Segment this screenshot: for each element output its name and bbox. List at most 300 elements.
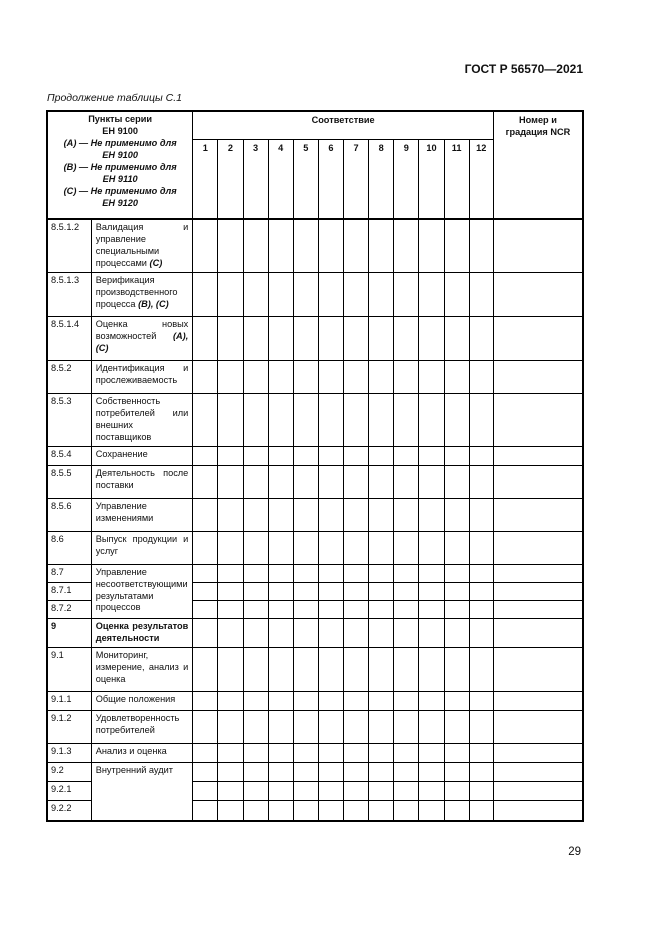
conformity-cell[interactable] bbox=[318, 446, 343, 465]
conformity-cell[interactable] bbox=[419, 272, 444, 316]
conformity-cell[interactable] bbox=[293, 600, 318, 618]
conformity-cell[interactable] bbox=[394, 446, 419, 465]
conformity-cell[interactable] bbox=[243, 316, 268, 360]
conformity-cell[interactable] bbox=[243, 360, 268, 393]
conformity-cell[interactable] bbox=[419, 600, 444, 618]
conformity-cell[interactable] bbox=[469, 647, 493, 691]
conformity-cell[interactable] bbox=[369, 762, 394, 781]
column-number: 5 bbox=[293, 140, 318, 158]
ncr-cell[interactable] bbox=[493, 710, 583, 743]
conformity-cell[interactable] bbox=[293, 647, 318, 691]
ncr-cell[interactable] bbox=[493, 600, 583, 618]
conformity-cell[interactable] bbox=[318, 647, 343, 691]
conformity-cell[interactable] bbox=[243, 498, 268, 531]
conformity-cell[interactable] bbox=[293, 531, 318, 564]
conformity-cell[interactable] bbox=[318, 618, 343, 647]
conformity-cell[interactable] bbox=[243, 647, 268, 691]
conformity-cell[interactable] bbox=[469, 600, 493, 618]
conformity-cell[interactable] bbox=[369, 781, 394, 800]
conformity-cell[interactable] bbox=[318, 316, 343, 360]
conformity-cell[interactable] bbox=[218, 465, 243, 498]
conformity-cell[interactable] bbox=[193, 600, 218, 618]
column-blank-cell bbox=[469, 157, 493, 219]
conformity-cell[interactable] bbox=[293, 800, 318, 821]
conformity-cell[interactable] bbox=[218, 710, 243, 743]
conformity-cell[interactable] bbox=[419, 316, 444, 360]
ncr-cell[interactable] bbox=[493, 691, 583, 710]
conformity-cell[interactable] bbox=[444, 647, 469, 691]
conformity-cell[interactable] bbox=[469, 393, 493, 446]
conformity-cell[interactable] bbox=[193, 647, 218, 691]
conformity-cell[interactable] bbox=[268, 582, 293, 600]
conformity-cell[interactable] bbox=[344, 446, 369, 465]
conformity-cell[interactable] bbox=[444, 618, 469, 647]
conformity-cell[interactable] bbox=[369, 360, 394, 393]
conformity-cell[interactable] bbox=[318, 800, 343, 821]
conformity-cell[interactable] bbox=[243, 691, 268, 710]
conformity-cell[interactable] bbox=[318, 272, 343, 316]
conformity-cell[interactable] bbox=[394, 360, 419, 393]
conformity-cell[interactable] bbox=[344, 219, 369, 272]
conformity-cell[interactable] bbox=[419, 800, 444, 821]
conformity-cell[interactable] bbox=[318, 691, 343, 710]
conformity-cell[interactable] bbox=[344, 564, 369, 582]
column-blank-cell bbox=[394, 157, 419, 219]
conformity-cell[interactable] bbox=[444, 360, 469, 393]
conformity-cell[interactable] bbox=[344, 762, 369, 781]
conformity-cell[interactable] bbox=[193, 272, 218, 316]
conformity-cell[interactable] bbox=[394, 691, 419, 710]
conformity-cell[interactable] bbox=[218, 564, 243, 582]
conformity-cell[interactable] bbox=[243, 762, 268, 781]
table-row bbox=[47, 272, 583, 316]
conformity-cell[interactable] bbox=[318, 781, 343, 800]
conformity-cell[interactable] bbox=[218, 800, 243, 821]
conformity-cell[interactable] bbox=[268, 316, 293, 360]
conformity-cell[interactable] bbox=[444, 781, 469, 800]
ncr-cell[interactable] bbox=[493, 360, 583, 393]
conformity-cell[interactable] bbox=[369, 743, 394, 762]
conformity-cell[interactable] bbox=[469, 446, 493, 465]
conformity-cell[interactable] bbox=[293, 219, 318, 272]
header-correspondence: Соответствие bbox=[193, 111, 494, 140]
conformity-cell[interactable] bbox=[369, 272, 394, 316]
column-number: 3 bbox=[243, 140, 268, 158]
conformity-cell[interactable] bbox=[469, 272, 493, 316]
conformity-cell[interactable] bbox=[193, 618, 218, 647]
conformity-cell[interactable] bbox=[344, 743, 369, 762]
conformity-cell[interactable] bbox=[268, 710, 293, 743]
conformity-cell[interactable] bbox=[369, 465, 394, 498]
conformity-cell[interactable] bbox=[193, 531, 218, 564]
conformity-cell[interactable] bbox=[369, 582, 394, 600]
conformity-cell[interactable] bbox=[394, 600, 419, 618]
conformity-table bbox=[46, 110, 584, 822]
conformity-cell[interactable] bbox=[394, 219, 419, 272]
conformity-cell[interactable] bbox=[344, 781, 369, 800]
conformity-cell[interactable] bbox=[419, 465, 444, 498]
conformity-cell[interactable] bbox=[394, 647, 419, 691]
conformity-cell[interactable] bbox=[268, 498, 293, 531]
conformity-cell[interactable] bbox=[243, 531, 268, 564]
conformity-cell[interactable] bbox=[394, 800, 419, 821]
conformity-cell[interactable] bbox=[344, 393, 369, 446]
conformity-cell[interactable] bbox=[469, 498, 493, 531]
conformity-cell[interactable] bbox=[218, 360, 243, 393]
conformity-cell[interactable] bbox=[268, 360, 293, 393]
conformity-cell[interactable] bbox=[243, 800, 268, 821]
conformity-cell[interactable] bbox=[218, 316, 243, 360]
conformity-cell[interactable] bbox=[243, 272, 268, 316]
conformity-cell[interactable] bbox=[344, 600, 369, 618]
conformity-cell[interactable] bbox=[394, 582, 419, 600]
table-row bbox=[47, 393, 583, 446]
conformity-cell[interactable] bbox=[318, 531, 343, 564]
clause-number: 9 bbox=[47, 618, 91, 647]
conformity-cell[interactable] bbox=[344, 647, 369, 691]
conformity-cell[interactable] bbox=[293, 272, 318, 316]
conformity-cell[interactable] bbox=[243, 710, 268, 743]
conformity-cell[interactable] bbox=[344, 710, 369, 743]
conformity-cell[interactable] bbox=[318, 762, 343, 781]
conformity-cell[interactable] bbox=[444, 219, 469, 272]
conformity-cell[interactable] bbox=[419, 781, 444, 800]
conformity-cell[interactable] bbox=[243, 219, 268, 272]
conformity-cell[interactable] bbox=[469, 800, 493, 821]
conformity-cell[interactable] bbox=[218, 618, 243, 647]
conformity-cell[interactable] bbox=[268, 618, 293, 647]
conformity-cell[interactable] bbox=[419, 446, 444, 465]
conformity-cell[interactable] bbox=[268, 219, 293, 272]
ncr-cell[interactable] bbox=[493, 393, 583, 446]
conformity-cell[interactable] bbox=[268, 781, 293, 800]
conformity-cell[interactable] bbox=[318, 600, 343, 618]
conformity-cell[interactable] bbox=[344, 531, 369, 564]
conformity-cell[interactable] bbox=[243, 446, 268, 465]
conformity-cell[interactable] bbox=[268, 531, 293, 564]
clause-number: 9.1.3 bbox=[47, 743, 91, 762]
conformity-cell[interactable] bbox=[469, 781, 493, 800]
conformity-cell[interactable] bbox=[268, 691, 293, 710]
clause-number: 8.7 bbox=[47, 564, 91, 582]
conformity-cell[interactable] bbox=[419, 360, 444, 393]
conformity-cell[interactable] bbox=[243, 618, 268, 647]
conformity-cell[interactable] bbox=[369, 800, 394, 821]
conformity-cell[interactable] bbox=[344, 498, 369, 531]
ncr-cell[interactable] bbox=[493, 582, 583, 600]
clause-title: Управление несоответствующими результатами процессов bbox=[91, 564, 193, 618]
conformity-cell[interactable] bbox=[369, 498, 394, 531]
conformity-cell[interactable] bbox=[419, 498, 444, 531]
ncr-cell[interactable] bbox=[493, 564, 583, 582]
conformity-cell[interactable] bbox=[369, 316, 394, 360]
clause-number: 9.1.2 bbox=[47, 710, 91, 743]
header-points-line: ЕН 9100 bbox=[102, 125, 139, 136]
conformity-cell[interactable] bbox=[344, 800, 369, 821]
conformity-cell[interactable] bbox=[293, 710, 318, 743]
conformity-cell[interactable] bbox=[293, 618, 318, 647]
ncr-cell[interactable] bbox=[493, 446, 583, 465]
conformity-cell[interactable] bbox=[193, 743, 218, 762]
conformity-cell[interactable] bbox=[344, 272, 369, 316]
conformity-cell[interactable] bbox=[318, 360, 343, 393]
conformity-cell[interactable] bbox=[318, 582, 343, 600]
conformity-cell[interactable] bbox=[268, 600, 293, 618]
conformity-cell[interactable] bbox=[193, 800, 218, 821]
conformity-cell[interactable] bbox=[318, 743, 343, 762]
conformity-cell[interactable] bbox=[268, 647, 293, 691]
column-blank-cell bbox=[218, 157, 243, 219]
conformity-cell[interactable] bbox=[469, 219, 493, 272]
conformity-cell[interactable] bbox=[293, 762, 318, 781]
conformity-cell[interactable] bbox=[369, 600, 394, 618]
conformity-cell[interactable] bbox=[318, 219, 343, 272]
conformity-cell[interactable] bbox=[394, 272, 419, 316]
conformity-cell[interactable] bbox=[293, 582, 318, 600]
table-row bbox=[47, 531, 583, 564]
conformity-cell[interactable] bbox=[469, 531, 493, 564]
conformity-cell[interactable] bbox=[369, 564, 394, 582]
conformity-cell[interactable] bbox=[218, 762, 243, 781]
column-number: 7 bbox=[344, 140, 369, 158]
conformity-cell[interactable] bbox=[193, 582, 218, 600]
conformity-cell[interactable] bbox=[444, 600, 469, 618]
conformity-cell[interactable] bbox=[394, 564, 419, 582]
conformity-cell[interactable] bbox=[394, 781, 419, 800]
conformity-cell[interactable] bbox=[394, 618, 419, 647]
conformity-cell[interactable] bbox=[318, 710, 343, 743]
conformity-cell[interactable] bbox=[444, 564, 469, 582]
clause-number: 8.5.6 bbox=[47, 498, 91, 531]
conformity-cell[interactable] bbox=[268, 564, 293, 582]
conformity-cell[interactable] bbox=[444, 800, 469, 821]
conformity-cell[interactable] bbox=[293, 564, 318, 582]
conformity-cell[interactable] bbox=[419, 762, 444, 781]
table-row bbox=[47, 564, 583, 582]
page-number: 29 bbox=[568, 846, 581, 858]
conformity-cell[interactable] bbox=[369, 647, 394, 691]
conformity-cell[interactable] bbox=[318, 564, 343, 582]
table-row bbox=[47, 647, 583, 691]
conformity-cell[interactable] bbox=[444, 691, 469, 710]
conformity-cell[interactable] bbox=[394, 393, 419, 446]
conformity-cell[interactable] bbox=[469, 564, 493, 582]
conformity-cell[interactable] bbox=[218, 600, 243, 618]
conformity-cell[interactable] bbox=[293, 743, 318, 762]
conformity-cell[interactable] bbox=[218, 781, 243, 800]
clause-number: 8.5.1.2 bbox=[47, 219, 91, 272]
conformity-cell[interactable] bbox=[344, 691, 369, 710]
ncr-cell[interactable] bbox=[493, 800, 583, 821]
conformity-cell[interactable] bbox=[293, 360, 318, 393]
conformity-cell[interactable] bbox=[193, 393, 218, 446]
conformity-cell[interactable] bbox=[444, 743, 469, 762]
clause-title: Деятельность после поставки bbox=[91, 465, 193, 498]
conformity-cell[interactable] bbox=[469, 743, 493, 762]
conformity-cell[interactable] bbox=[419, 219, 444, 272]
conformity-cell[interactable] bbox=[293, 465, 318, 498]
conformity-cell[interactable] bbox=[369, 531, 394, 564]
conformity-cell[interactable] bbox=[318, 393, 343, 446]
conformity-cell[interactable] bbox=[444, 465, 469, 498]
conformity-cell[interactable] bbox=[469, 360, 493, 393]
conformity-cell[interactable] bbox=[444, 316, 469, 360]
column-blank-cell bbox=[369, 157, 394, 219]
conformity-cell[interactable] bbox=[293, 691, 318, 710]
conformity-cell[interactable] bbox=[444, 393, 469, 446]
conformity-cell[interactable] bbox=[469, 691, 493, 710]
conformity-cell[interactable] bbox=[444, 446, 469, 465]
conformity-cell[interactable] bbox=[369, 446, 394, 465]
conformity-cell[interactable] bbox=[293, 393, 318, 446]
conformity-cell[interactable] bbox=[243, 393, 268, 446]
conformity-cell[interactable] bbox=[268, 465, 293, 498]
conformity-cell[interactable] bbox=[193, 691, 218, 710]
conformity-cell[interactable] bbox=[218, 446, 243, 465]
conformity-cell[interactable] bbox=[193, 465, 218, 498]
conformity-cell[interactable] bbox=[293, 781, 318, 800]
conformity-cell[interactable] bbox=[469, 316, 493, 360]
column-number: 10 bbox=[419, 140, 444, 158]
conformity-cell[interactable] bbox=[243, 564, 268, 582]
conformity-cell[interactable] bbox=[243, 582, 268, 600]
conformity-cell[interactable] bbox=[218, 498, 243, 531]
conformity-cell[interactable] bbox=[394, 743, 419, 762]
conformity-cell[interactable] bbox=[394, 498, 419, 531]
clause-title: Анализ и оценка bbox=[91, 743, 193, 762]
column-number: 2 bbox=[218, 140, 243, 158]
conformity-cell[interactable] bbox=[419, 582, 444, 600]
ncr-cell[interactable] bbox=[493, 618, 583, 647]
ncr-cell[interactable] bbox=[493, 465, 583, 498]
conformity-cell[interactable] bbox=[218, 691, 243, 710]
conformity-cell[interactable] bbox=[444, 582, 469, 600]
conformity-cell[interactable] bbox=[469, 618, 493, 647]
ncr-cell[interactable] bbox=[493, 272, 583, 316]
conformity-cell[interactable] bbox=[369, 710, 394, 743]
conformity-cell[interactable] bbox=[419, 564, 444, 582]
conformity-cell[interactable] bbox=[419, 691, 444, 710]
conformity-cell[interactable] bbox=[394, 316, 419, 360]
clause-title: Оценка результатов деятельности bbox=[91, 618, 193, 647]
conformity-cell[interactable] bbox=[268, 393, 293, 446]
conformity-cell[interactable] bbox=[394, 762, 419, 781]
column-blank-cell bbox=[243, 157, 268, 219]
conformity-cell[interactable] bbox=[218, 531, 243, 564]
conformity-cell[interactable] bbox=[469, 582, 493, 600]
conformity-cell[interactable] bbox=[218, 393, 243, 446]
conformity-cell[interactable] bbox=[444, 272, 469, 316]
ncr-cell[interactable] bbox=[493, 219, 583, 272]
ncr-cell[interactable] bbox=[493, 316, 583, 360]
conformity-cell[interactable] bbox=[193, 781, 218, 800]
conformity-cell[interactable] bbox=[193, 360, 218, 393]
column-blank-cell bbox=[193, 157, 218, 219]
conformity-cell[interactable] bbox=[444, 498, 469, 531]
clause-number: 9.1 bbox=[47, 647, 91, 691]
conformity-cell[interactable] bbox=[369, 618, 394, 647]
conformity-cell[interactable] bbox=[419, 618, 444, 647]
conformity-cell[interactable] bbox=[218, 219, 243, 272]
conformity-cell[interactable] bbox=[419, 710, 444, 743]
conformity-cell[interactable] bbox=[193, 219, 218, 272]
conformity-cell[interactable] bbox=[394, 710, 419, 743]
table-row bbox=[47, 465, 583, 498]
clause-number: 8.5.5 bbox=[47, 465, 91, 498]
column-number: 1 bbox=[193, 140, 218, 158]
conformity-cell[interactable] bbox=[419, 531, 444, 564]
conformity-cell[interactable] bbox=[444, 710, 469, 743]
conformity-cell[interactable] bbox=[193, 710, 218, 743]
conformity-cell[interactable] bbox=[344, 618, 369, 647]
conformity-cell[interactable] bbox=[268, 762, 293, 781]
conformity-cell[interactable] bbox=[293, 446, 318, 465]
conformity-cell[interactable] bbox=[344, 360, 369, 393]
ncr-cell[interactable] bbox=[493, 762, 583, 781]
conformity-cell[interactable] bbox=[469, 465, 493, 498]
column-blank-cell bbox=[444, 157, 469, 219]
conformity-cell[interactable] bbox=[369, 393, 394, 446]
conformity-cell[interactable] bbox=[193, 762, 218, 781]
conformity-cell[interactable] bbox=[394, 531, 419, 564]
conformity-cell[interactable] bbox=[369, 219, 394, 272]
conformity-cell[interactable] bbox=[344, 465, 369, 498]
conformity-cell[interactable] bbox=[193, 316, 218, 360]
column-number: 6 bbox=[318, 140, 343, 158]
ncr-cell[interactable] bbox=[493, 743, 583, 762]
conformity-cell[interactable] bbox=[193, 564, 218, 582]
conformity-cell[interactable] bbox=[268, 800, 293, 821]
conformity-cell[interactable] bbox=[218, 743, 243, 762]
conformity-cell[interactable] bbox=[469, 762, 493, 781]
table-row bbox=[47, 446, 583, 465]
ncr-cell[interactable] bbox=[493, 498, 583, 531]
conformity-cell[interactable] bbox=[218, 647, 243, 691]
conformity-cell[interactable] bbox=[444, 531, 469, 564]
conformity-cell[interactable] bbox=[268, 272, 293, 316]
conformity-cell[interactable] bbox=[469, 710, 493, 743]
conformity-cell[interactable] bbox=[218, 582, 243, 600]
conformity-cell[interactable] bbox=[193, 446, 218, 465]
conformity-cell[interactable] bbox=[394, 465, 419, 498]
conformity-cell[interactable] bbox=[243, 781, 268, 800]
ncr-cell[interactable] bbox=[493, 647, 583, 691]
conformity-cell[interactable] bbox=[218, 272, 243, 316]
conformity-cell[interactable] bbox=[193, 498, 218, 531]
conformity-cell[interactable] bbox=[419, 647, 444, 691]
conformity-cell[interactable] bbox=[318, 498, 343, 531]
conformity-cell[interactable] bbox=[243, 465, 268, 498]
conformity-cell[interactable] bbox=[318, 465, 343, 498]
conformity-cell[interactable] bbox=[444, 762, 469, 781]
conformity-cell[interactable] bbox=[293, 316, 318, 360]
ncr-cell[interactable] bbox=[493, 531, 583, 564]
conformity-cell[interactable] bbox=[268, 743, 293, 762]
conformity-cell[interactable] bbox=[419, 393, 444, 446]
clause-number: 8.5.1.3 bbox=[47, 272, 91, 316]
conformity-cell[interactable] bbox=[419, 743, 444, 762]
conformity-cell[interactable] bbox=[344, 316, 369, 360]
conformity-cell[interactable] bbox=[344, 582, 369, 600]
conformity-cell[interactable] bbox=[293, 498, 318, 531]
conformity-cell[interactable] bbox=[369, 691, 394, 710]
header-note-b: (В) — Не применимо для ЕН 9110 bbox=[63, 161, 177, 184]
conformity-cell[interactable] bbox=[243, 600, 268, 618]
conformity-cell[interactable] bbox=[243, 743, 268, 762]
header-points-line: Пункты серии bbox=[88, 114, 153, 124]
conformity-cell[interactable] bbox=[268, 446, 293, 465]
ncr-cell[interactable] bbox=[493, 781, 583, 800]
